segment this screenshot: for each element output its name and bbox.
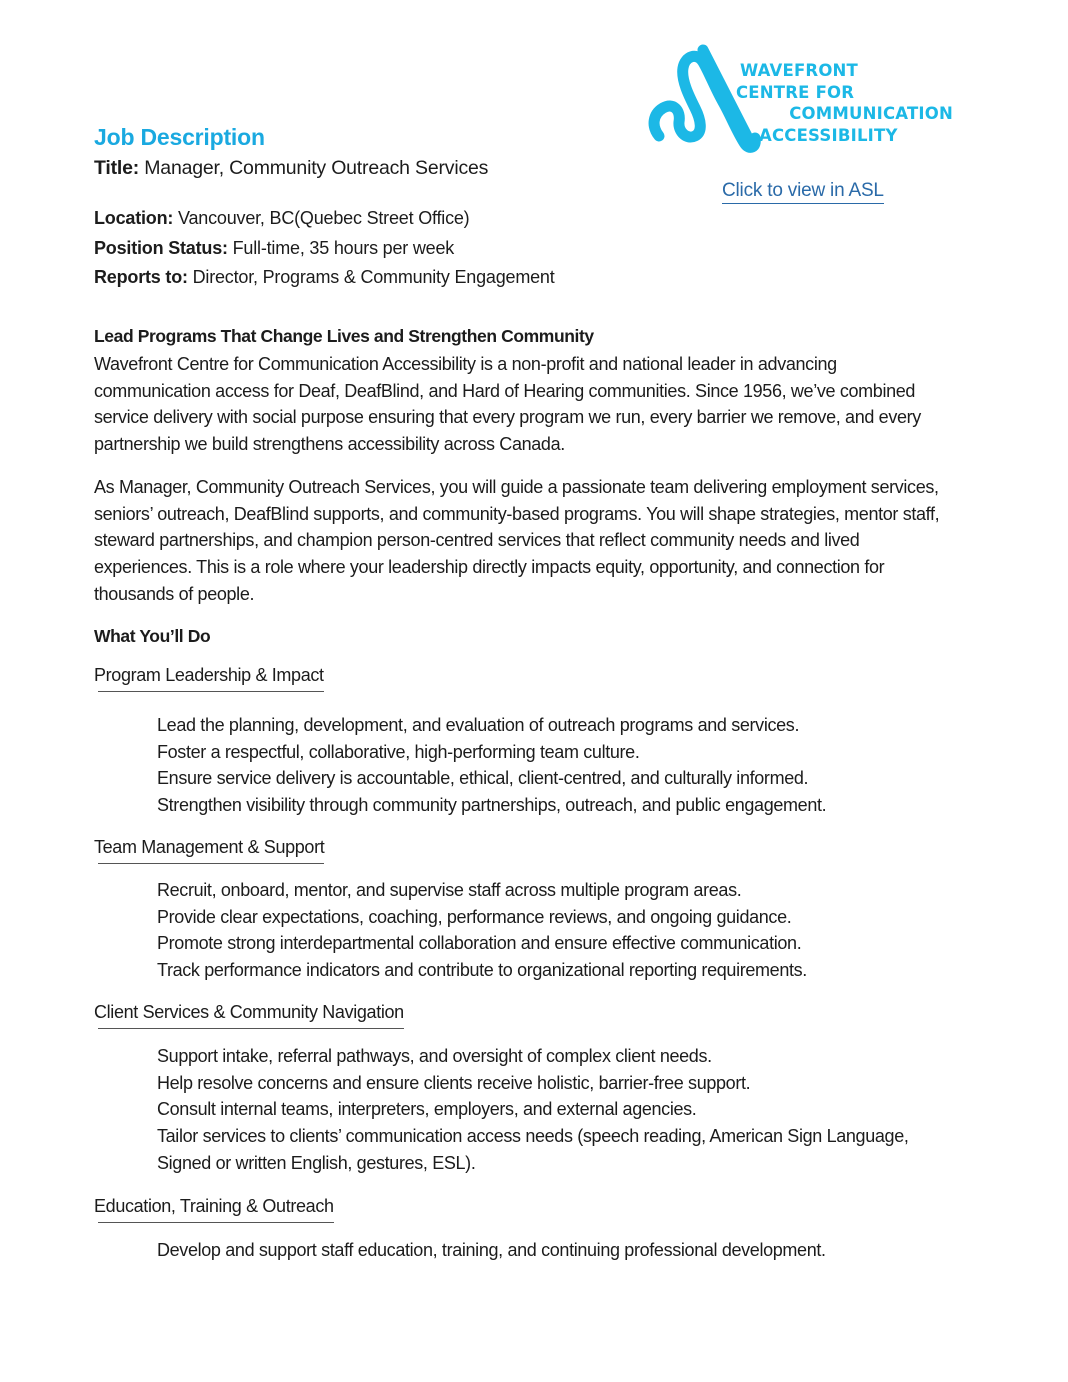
position-status-label: Position Status: (94, 238, 228, 258)
reports-to (94, 267, 555, 288)
duty-list (157, 877, 937, 984)
duty-section-title: Education, Training & Outreach (94, 1196, 334, 1221)
duty-section-title: Client Services & Community Navigation (94, 1002, 404, 1027)
location-label: Location: (94, 208, 174, 228)
duty-item: Strengthen visibility through community partnerships, outreach, and public engagement. (157, 795, 827, 816)
duty-section-title: Team Management & Support (94, 837, 324, 862)
duty-list (157, 712, 937, 819)
page-heading: Job Description (94, 124, 265, 150)
intro-paragraph-2: As Manager, Community Outreach Services, you will guide a passionate team delivering employment services, seniors’ outreach, DeafBlind supports, and community-based programs. You will shape strategies, mentor staff, steward partnerships, and champion person-centred services that reflect community needs and lived experiences. This is a role where your leadership directly impacts equity, opportunity, and connection for thousands of people. (94, 477, 940, 604)
duty-item: Help resolve concerns and ensure clients receive holistic, barrier-free support. (157, 1072, 751, 1093)
duty-item: Develop and support staff education, training, and continuing professional development. (157, 1240, 826, 1260)
duty-item: Provide clear expectations, coaching, performance reviews, and ongoing guidance. (157, 906, 792, 927)
reports-to-label: Reports to: (94, 267, 188, 287)
duty-item: Lead the planning, development, and evaluation of outreach programs and services. (157, 715, 800, 735)
duty-item: Foster a respectful, collaborative, high-performing team culture. (157, 741, 640, 762)
logo-line-1: WAVEFRONT (740, 61, 859, 80)
job-title-label: Title: (94, 157, 140, 179)
duty-item: Support intake, referral pathways, and oversight of complex client needs. (157, 1046, 712, 1066)
duty-item: Consult internal teams, interpreters, employers, and external agencies. (157, 1099, 697, 1120)
logo-line-4: ACCESSIBILITY (759, 125, 898, 145)
duties-title: What You’ll Do (94, 626, 211, 646)
view-in-asl-link[interactable]: Click to view in ASL (722, 180, 884, 204)
job-location (94, 208, 469, 229)
duty-item: Promote strong interdepartmental collaboration and ensure effective communication. (157, 933, 802, 954)
logo-wordmark (731, 60, 953, 146)
job-title-value: Manager, Community Outreach Services (139, 157, 489, 179)
job-title (94, 157, 488, 180)
duty-section-title: Program Leadership & Impact (94, 665, 324, 690)
position-status-value: Full-time, 35 hours per week (227, 238, 455, 258)
duty-list (157, 1237, 937, 1264)
position-status (94, 238, 454, 259)
duty-item: Tailor services to clients’ communication access needs (speech reading, American Sign Language, Signed or written English, gestures, ESL). (157, 1126, 909, 1173)
reports-to-value: Director, Programs & Community Engagement (187, 267, 555, 287)
wavefront-logo (645, 40, 955, 158)
logo-line-2: CENTRE FOR (736, 82, 855, 102)
duty-list (157, 1043, 937, 1177)
logo-line-3: COMMUNICATION (789, 104, 953, 123)
intro-title: Lead Programs That Change Lives and Strengthen Community (94, 326, 594, 346)
duty-item: Track performance indicators and contribute to organizational reporting requirements. (157, 960, 807, 981)
duty-item: Recruit, onboard, mentor, and supervise staff across multiple program areas. (157, 880, 742, 900)
duty-item: Ensure service delivery is accountable, ethical, client-centred, and culturally informed. (157, 768, 809, 789)
intro-paragraph-1: Wavefront Centre for Communication Accessibility is a non-profit and national leader in advancing communication access for Deaf, DeafBlind, and Hard of Hearing communities. Since 1956, we’ve combined service delivery with social purpose ensuring that every program we run, every barrier we remove, and every partnership we build strengthens accessibility across Canada. (94, 354, 921, 455)
location-value: Vancouver, BC(Quebec Street Office) (173, 208, 470, 228)
